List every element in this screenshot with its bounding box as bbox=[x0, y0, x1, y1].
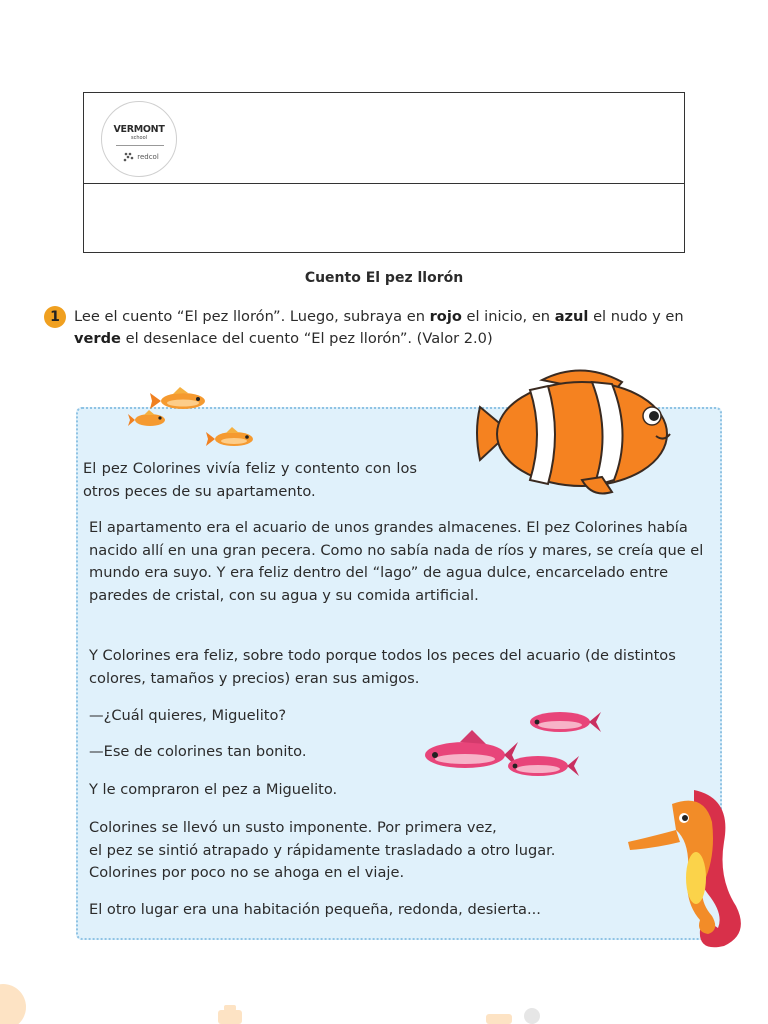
logo-name: VERMONT bbox=[113, 124, 165, 135]
decorative-circle bbox=[0, 984, 26, 1024]
story-paragraph-3: Y Colorines era feliz, sobre todo porque todos los peces del acuario (de distintos colores, tamaños y precios) eran sus amigos. bbox=[89, 647, 676, 687]
page-title: Cuento El pez llorón bbox=[304, 270, 464, 286]
story-paragraph-8: El otro lugar era una habitación pequeña, redonda, desierta... bbox=[89, 901, 541, 918]
question-instruction bbox=[74, 306, 734, 350]
story-paragraph-5: —Ese de colorines tan bonito. bbox=[89, 743, 307, 760]
clownfish-illustration bbox=[472, 362, 677, 502]
small-orange-fish-group-illustration bbox=[128, 384, 263, 454]
story-paragraph-6: Y le compraron el pez a Miguelito. bbox=[89, 781, 338, 798]
instruction-text-c: el nudo y en bbox=[588, 308, 684, 325]
school-logo bbox=[101, 101, 177, 177]
header-box bbox=[83, 92, 685, 253]
decorative-shape-1-icon bbox=[210, 1004, 250, 1024]
logo-brand bbox=[118, 151, 164, 163]
header-divider bbox=[84, 183, 684, 184]
story-paragraph-7-line-1: Colorines se llevó un susto imponente. Por primera vez, bbox=[89, 819, 497, 836]
logo-brand-text: redcol bbox=[137, 153, 159, 161]
instruction-green-word: verde bbox=[74, 330, 121, 347]
decorative-shape-2-icon bbox=[484, 1006, 544, 1024]
instruction-text-d: el desenlace del cuento “El pez llorón”. (Valor 2.0) bbox=[120, 330, 493, 347]
instruction-text-a: Lee el cuento “El pez llorón”. Luego, subraya en bbox=[74, 308, 430, 325]
story-paragraph-7-line-3: Colorines por poco no se ahoga en el viaje. bbox=[89, 864, 405, 881]
story-paragraph-7 bbox=[89, 817, 709, 885]
story-paragraph-1: El pez Colorines vivía feliz y contento con los otros peces de su apartamento. bbox=[83, 460, 417, 500]
logo-divider bbox=[116, 145, 164, 146]
story-paragraph-4: —¿Cuál quieres, Miguelito? bbox=[89, 707, 287, 724]
instruction-text-b: el inicio, en bbox=[461, 308, 555, 325]
question-number-badge: 1 bbox=[44, 306, 66, 328]
redcol-dots-icon bbox=[123, 152, 135, 162]
small-orange-fish-2-icon bbox=[128, 410, 165, 426]
small-orange-fish-3-icon bbox=[206, 427, 253, 446]
story-paragraph-2: El apartamento era el acuario de unos grandes almacenes. El pez Colorines había nacido allí en una gran pecera. Como no sabía nada de ríos y mares, se creía que el mundo era suyo. Y era feliz dentro del “lago” de agua dulce, encarcelado entre paredes de cristal, con su agua y su comida artificial. bbox=[89, 519, 704, 604]
story-paragraph-7-line-2: el pez se sintió atrapado y rápidamente trasladado a otro lugar. bbox=[89, 841, 556, 859]
small-orange-fish-1-icon bbox=[150, 387, 205, 409]
instruction-blue-word: azul bbox=[554, 308, 589, 325]
instruction-red-word: rojo bbox=[429, 308, 462, 325]
logo-sub: school bbox=[130, 135, 148, 141]
